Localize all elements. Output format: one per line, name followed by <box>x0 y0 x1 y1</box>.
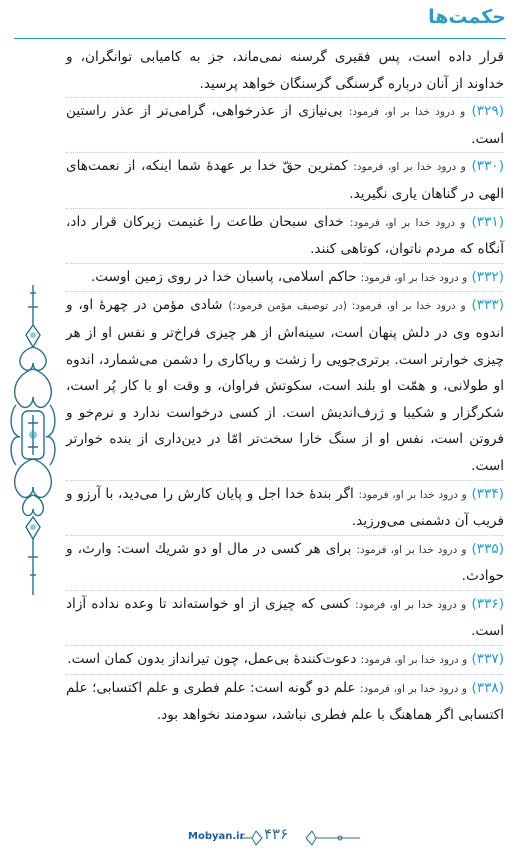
saying-intro: و درود خدا بر او، فرمود: <box>353 161 466 174</box>
saying-intro: و درود خدا بر او، فرمود: <box>356 543 467 556</box>
saying-paragraph <box>66 292 504 479</box>
saying-text: برای هر کسی در مال او دو شریك است: وارث، و حوادث. <box>66 540 504 585</box>
footer-ornament-icon <box>0 825 520 851</box>
saying-number: (۳۳۰) <box>471 158 504 175</box>
page-number: ۴۳۶ <box>264 825 289 843</box>
saying-paragraph <box>66 264 504 292</box>
saying-paragraph <box>66 675 504 729</box>
saying-text: کسی که چیزی از او خواسته‌اند تا وعده نداده آزاد است. <box>66 595 504 640</box>
saying-paragraph <box>66 209 504 263</box>
saying-number: (۳۲۹) <box>471 103 504 120</box>
saying-text: کمترین حقّ خدا بر عهدهٔ شما اینکه، از نعمت‌های الهی در گناهان یاری نگیرید. <box>66 158 504 202</box>
saying-paragraph <box>66 98 504 152</box>
saying-number: (۳۳۵) <box>471 540 504 557</box>
saying-intro: و درود خدا بر او، فرمود: <box>360 654 468 667</box>
page-footer <box>0 825 520 851</box>
saying-intro: و درود خدا بر او، فرمود: <box>355 598 467 611</box>
page-title: حکمت‌ها <box>428 6 506 28</box>
saying-number: (۳۳۳) <box>471 297 505 314</box>
saying-number: (۳۳۲) <box>471 268 504 285</box>
saying-intro: و درود خدا بر او، فرمود: <box>349 216 466 229</box>
saying-number: (۳۳۸) <box>471 679 504 696</box>
saying-intro: و درود خدا بر او، فرمود: <box>348 106 466 119</box>
saying-intro: و درود خدا بر او، فرمود: <box>360 271 468 284</box>
saying-number: (۳۳۷) <box>471 651 504 668</box>
margin-ornament-icon <box>6 285 60 595</box>
main-text <box>66 44 504 729</box>
saying-intro: و درود خدا بر او، فرمود: <box>358 488 467 501</box>
saying-text: شادی مؤمن در چهرهٔ او، و اندوه وی در دلش پنهان است، سینه‌اش از هر چیزی فراخ‌تر و نفس او از هر چیزی خوارتر است. برتری‌جویی را زشت و ریاکاری را دشمن می‌شمارد، اندوه او طولانی، و همّت او بلند است، سکوتش فراوان، و وقت او با کار پُر است، شکرگزار و شکیبا و ژرف‌اندیش است. از کسی درخواست ندارد و نرم‌خو و فروتن است، نفس او از سنگ خارا سخت‌تر امّا در دین‌داری از بنده خوارتر است. <box>66 297 504 474</box>
site-brand[interactable]: Mobyan.ir <box>188 831 245 842</box>
saying-paragraph <box>66 646 504 674</box>
saying-number: (۳۳۶) <box>471 595 504 612</box>
saying-number: (۳۳۱) <box>471 213 505 230</box>
saying-paragraph <box>66 481 504 535</box>
saying-paragraph <box>66 536 504 590</box>
saying-text: بی‌نیازی از عذرخواهی، گرامی‌تر از عذر راستین است. <box>66 103 504 147</box>
saying-paragraph <box>66 153 504 207</box>
saying-text: اگر بندهٔ خدا اجل و پایان کارش را می‌دید، با آرزو و فریب آن دشمنی می‌ورزید. <box>66 485 504 530</box>
saying-text: حاکم اسلامی، پاسبان خدا در روی زمین اوست. <box>90 268 357 285</box>
saying-intro: و درود خدا بر او، فرمود: <box>359 682 467 695</box>
header-divider <box>14 38 506 39</box>
saying-text: دعوت‌کنندهٔ بی‌عمل، چون تیرانداز بدون کمان است. <box>67 651 357 668</box>
saying-intro: و درود خدا بر او، فرمود: (در توصیف مؤمن فرمود:) <box>228 300 466 313</box>
saying-paragraph <box>66 591 504 645</box>
continuation-paragraph: قرار داده است، پس فقیری گرسنه نمی‌ماند، جز به کامیابی توانگران، و خداوند از آنان درباره گرسنگی گرسنگان خواهد پرسید. <box>66 49 504 92</box>
saying-text: علم دو گونه است: علم فطری و علم اکتسابی؛ علم اکتسابی اگر هماهنگ با علم فطری نباشد، سودمند نخواهد بود. <box>66 679 504 724</box>
saying-text: خدای سبحان طاعت را غنیمت زیرکان قرار داد، آنگاه که مردم ناتوان، کوتاهی کنند. <box>66 213 504 258</box>
saying-number: (۳۳۴) <box>471 485 504 502</box>
